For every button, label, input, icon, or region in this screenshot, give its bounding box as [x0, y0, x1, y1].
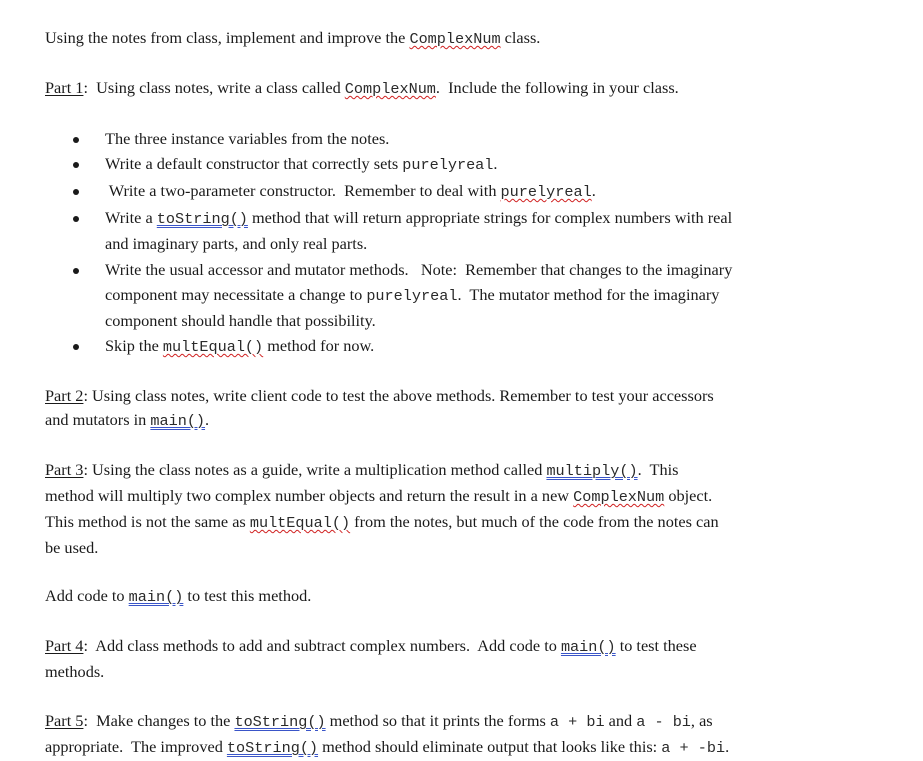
bullet-dot — [73, 268, 79, 274]
part1-heading — [45, 78, 679, 99]
list-item-text-end: . The mutator method for the imaginary — [457, 285, 720, 304]
list-item-text: Skip the — [105, 336, 163, 355]
list-item-text-end: . — [591, 181, 596, 200]
list-item-text: Write a two-parameter constructor. Remember to deal with — [105, 181, 501, 200]
code-main: main() — [128, 588, 184, 606]
list-item-text: component may necessitate a change to — [105, 285, 367, 304]
code-purelyreal: purelyreal — [500, 183, 592, 201]
list-item — [105, 336, 374, 357]
part4-line2 — [45, 662, 104, 682]
list-item — [105, 208, 732, 229]
list-item-continuation — [105, 311, 376, 331]
part4-text-end: to test these — [615, 636, 697, 655]
list-item-text: Write a default constructor that correctly sets — [105, 154, 403, 173]
list-item-text-end: method that will return appropriate strings for complex numbers with real — [247, 208, 733, 227]
part4-text: methods. — [45, 662, 105, 681]
list-item — [105, 260, 732, 280]
add-code-text: Add code to — [45, 586, 129, 605]
list-item-continuation — [105, 285, 719, 306]
part1-colon: : — [83, 78, 88, 97]
intro-text: Using the notes from class, implement and improve the — [45, 28, 410, 47]
part1-class-name: ComplexNum — [344, 80, 436, 98]
part2-label: Part 2 — [45, 386, 84, 405]
list-item-text: Write a — [105, 208, 157, 227]
part1-text: Using class notes, write a class called — [87, 78, 345, 97]
list-item-continuation — [105, 234, 367, 254]
part2-line2 — [45, 410, 209, 431]
part2-text: and mutators in — [45, 410, 151, 429]
part2-text: : Using class notes, write client code to test the above methods. Remember to test your accessors — [83, 386, 714, 405]
list-item-text: The three instance variables from the notes. — [105, 129, 390, 148]
list-item-text: component should handle that possibility. — [105, 311, 376, 330]
list-item — [105, 154, 497, 175]
part5-text: method so that it prints the forms — [325, 711, 550, 730]
list-item — [105, 129, 389, 149]
list-item-text: and imaginary parts, and only real parts. — [105, 234, 368, 253]
code-form-a-plus-minus-bi: a + -bi — [661, 739, 726, 757]
add-code-text-end: to test this method. — [183, 586, 312, 605]
part1-label: Part 1 — [45, 78, 84, 97]
code-purelyreal: purelyreal — [402, 156, 494, 174]
part3-text: method will multiply two complex number objects and return the result in a new — [45, 486, 574, 505]
part5-text: : Make changes to the — [83, 711, 235, 730]
code-form-a-minus-bi: a - bi — [636, 713, 691, 731]
code-purelyreal: purelyreal — [366, 287, 458, 305]
intro-text-end: class. — [500, 28, 541, 47]
list-item-text: Write the usual accessor and mutator methods. Note: Remember that changes to the imaginary — [105, 260, 733, 279]
code-multequal: multEqual() — [162, 338, 264, 356]
part3-text-end: . This — [637, 460, 679, 479]
code-tostring: toString() — [156, 210, 248, 228]
part5-text: and — [604, 711, 637, 730]
part5-text: method should eliminate output that looks like this: — [318, 737, 662, 756]
list-item — [105, 181, 596, 202]
code-main: main() — [560, 638, 616, 656]
part1-text-end: . Include the following in your class. — [435, 78, 679, 97]
part2-line1 — [45, 386, 714, 406]
part3-line1 — [45, 460, 678, 481]
part5-text-end: , as — [690, 711, 713, 730]
part5-text-end: . — [725, 737, 730, 756]
part3-label: Part 3 — [45, 460, 84, 479]
part3-text-end: object. — [664, 486, 713, 505]
part3-line2 — [45, 486, 712, 507]
bullet-dot — [73, 189, 79, 195]
bullet-dot — [73, 162, 79, 168]
part5-line1 — [45, 711, 713, 732]
list-item-text-end: method for now. — [263, 336, 375, 355]
list-item-text-end: . — [493, 154, 498, 173]
part3-line3 — [45, 512, 719, 533]
bullet-dot — [73, 137, 79, 143]
part4-label: Part 4 — [45, 636, 84, 655]
part5-line2 — [45, 737, 729, 758]
part4-line1 — [45, 636, 697, 657]
intro-line — [45, 28, 540, 49]
part5-label: Part 5 — [45, 711, 84, 730]
part3-text: This method is not the same as — [45, 512, 250, 531]
part3-line4 — [45, 538, 98, 558]
code-main: main() — [150, 412, 206, 430]
code-multiply: multiply() — [546, 462, 638, 480]
part3-text: be used. — [45, 538, 99, 557]
code-tostring: toString() — [234, 713, 326, 731]
code-form-a-plus-bi: a + bi — [549, 713, 605, 731]
bullet-dot — [73, 344, 79, 350]
code-tostring: toString() — [226, 739, 319, 757]
code-multequal: multEqual() — [249, 514, 351, 532]
part3-text: : Using the class notes as a guide, write a multiplication method called — [83, 460, 547, 479]
part4-text: : Add class methods to add and subtract complex numbers. Add code to — [83, 636, 561, 655]
part2-text-end: . — [205, 410, 210, 429]
part3-text-end: from the notes, but much of the code from the notes can — [350, 512, 719, 531]
part5-text: appropriate. The improved — [45, 737, 227, 756]
code-complexnum: ComplexNum — [573, 488, 665, 506]
bullet-dot — [73, 216, 79, 222]
intro-class-name: ComplexNum — [409, 30, 501, 48]
add-code-line — [45, 586, 311, 607]
